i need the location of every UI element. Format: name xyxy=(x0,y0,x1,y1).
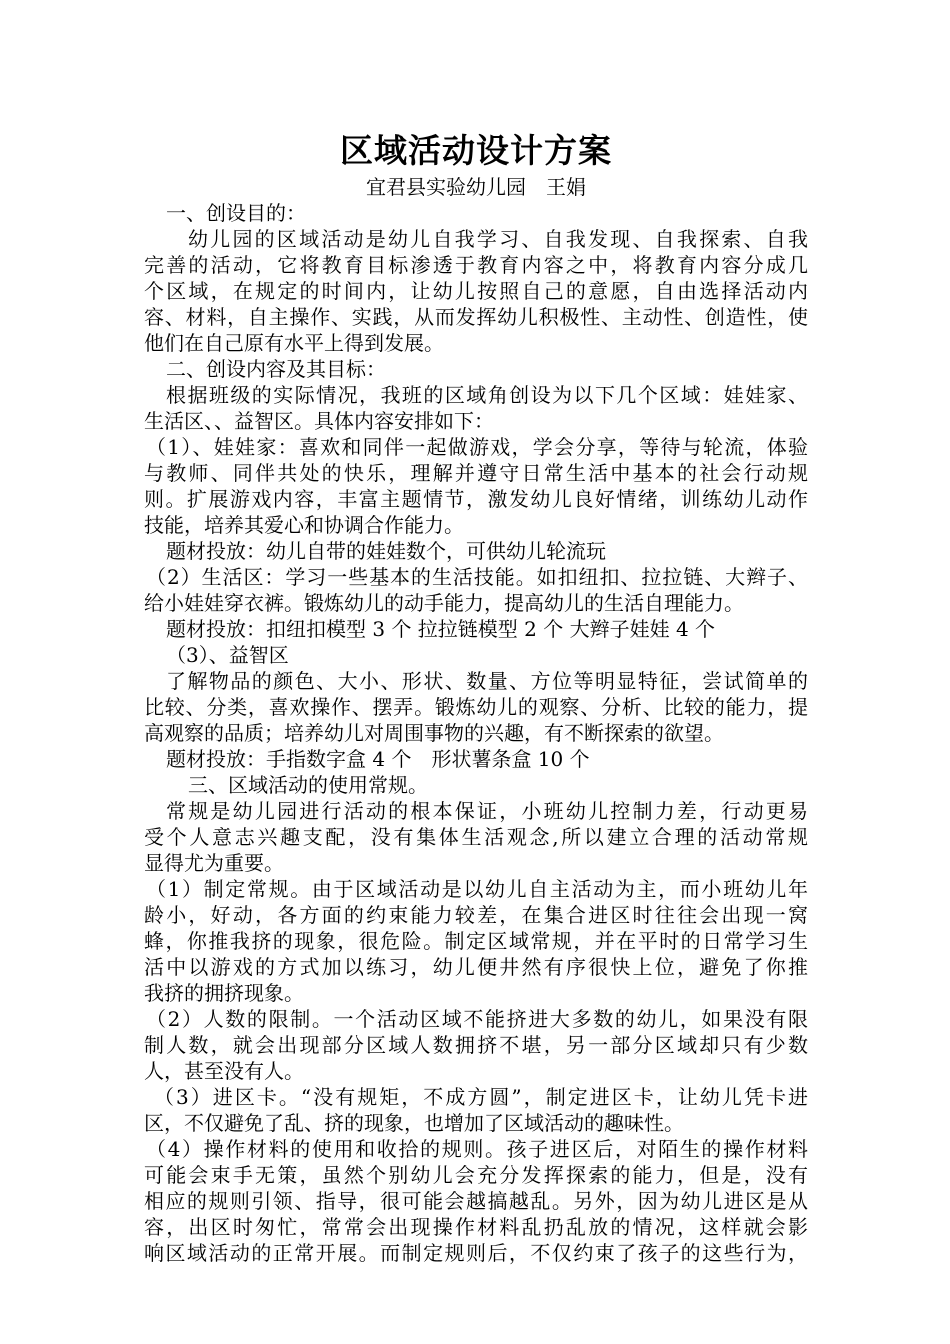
text-line: 容，出区时匆忙，常常会出现操作材料乱扔乱放的情况，这样就会影 xyxy=(144,1215,808,1239)
paragraph-life-area xyxy=(144,564,808,642)
text-line: （1）、娃娃家：喜欢和同伴一起做游戏，学会分享，等待与轮流，体验 xyxy=(146,435,808,459)
text-line: 他们在自己原有水平上得到发展。 xyxy=(144,331,444,355)
text-line: 可能会束手无策，虽然个别幼儿会充分发挥探索的能力，但是，没有 xyxy=(144,1163,808,1187)
text-line: （3）、益智区 xyxy=(166,643,289,667)
text-line: 区，不仅避免了乱、挤的现象，也增加了区域活动的趣味性。 xyxy=(144,1111,684,1135)
paragraph-content-intro xyxy=(144,382,808,434)
paragraph-rules-intro xyxy=(144,798,808,876)
paragraph-rule-1 xyxy=(144,876,808,1006)
document-page xyxy=(144,128,808,1266)
paragraph-rule-4 xyxy=(144,1136,808,1266)
text-line: 活中以游戏的方式加以练习，幼儿便井然有序很快上位，避免了你推 xyxy=(144,955,808,979)
text-line: （3）进区卡。“没有规矩，不成方圆”，制定进区卡，让幼儿凭卡进 xyxy=(154,1085,808,1109)
paragraph-rule-3 xyxy=(144,1084,808,1136)
paragraph-puzzle-area xyxy=(144,642,808,772)
text-line: 二、创设内容及其目标： xyxy=(166,357,386,381)
text-line: 题材投放：手指数字盒 4 个 形状薯条盒 10 个 xyxy=(166,747,590,771)
text-line: 则。扩展游戏内容，丰富主题情节，激发幼儿良好情绪，训练幼儿动作 xyxy=(144,487,808,511)
text-line: 技能，培养其爱心和协调合作能力。 xyxy=(144,513,464,537)
text-line: 生活区、、益智区。具体内容安排如下： xyxy=(144,409,494,433)
text-line: 相应的规则引领、指导，很可能会越搞越乱。另外，因为幼儿进区是从 xyxy=(144,1189,808,1213)
paragraph-doll-house xyxy=(144,434,808,564)
text-line: 高观察的品质；培养幼儿对周围事物的兴趣，有不断探索的欲望。 xyxy=(144,721,724,745)
text-line: 题材投放：幼儿自带的娃娃数个，可供幼儿轮流玩 xyxy=(166,539,606,563)
text-line: 容、材料，自主操作、实践，从而发挥幼儿积极性、主动性、创造性，使 xyxy=(144,305,808,329)
text-line: 根据班级的实际情况，我班的区域角创设为以下几个区域：娃娃家、 xyxy=(166,383,808,407)
text-line: 一、创设目的： xyxy=(166,201,306,225)
section-heading-purpose xyxy=(144,200,808,226)
text-line: （2）生活区：学习一些基本的生活技能。如扣纽扣、拉拉链、大辫子、 xyxy=(146,565,808,589)
paragraph-rule-2 xyxy=(144,1006,808,1084)
text-line: 显得尤为重要。 xyxy=(144,851,284,875)
text-line: 响区域活动的正常开展。而制定规则后，不仅约束了孩子的这些行为， xyxy=(144,1241,808,1265)
text-line: 蜂，你推我挤的现象，很危险。制定区域常规，并在平时的日常学习生 xyxy=(144,929,808,953)
section-heading-content xyxy=(144,356,808,382)
text-line: 给小娃娃穿衣裤。锻炼幼儿的动手能力，提高幼儿的生活自理能力。 xyxy=(144,591,744,615)
text-line: 个区域，在规定的时间内，让幼儿按照自己的意愿，自由选择活动内 xyxy=(144,279,808,303)
text-line: 制人数，就会出现部分区域人数拥挤不堪，另一部分区域却只有少数 xyxy=(144,1033,808,1057)
section-heading-rules xyxy=(144,772,808,798)
text-line: （1）制定常规。由于区域活动是以幼儿自主活动为主，而小班幼儿年 xyxy=(146,877,808,901)
text-line: 人，甚至没有人。 xyxy=(144,1059,304,1083)
text-line: （4）操作材料的使用和收拾的规则。孩子进区后，对陌生的操作材料 xyxy=(146,1137,808,1161)
paragraph-purpose xyxy=(144,226,808,356)
text-line: 与教师、同伴共处的快乐，理解并遵守日常生活中基本的社会行动规 xyxy=(144,461,808,485)
text-line: 我挤的拥挤现象。 xyxy=(144,981,304,1005)
text-line: 龄小，好动，各方面的约束能力较差，在集合进区时往往会出现一窝 xyxy=(144,903,808,927)
document-author: 宜君县实验幼儿园 王娟 xyxy=(366,175,586,199)
document-title: 区域活动设计方案 xyxy=(340,131,612,170)
text-line: 了解物品的颜色、大小、形状、数量、方位等明显特征，尝试简单的 xyxy=(166,669,808,693)
text-line: 完善的活动，它将教育目标渗透于教育内容之中，将教育内容分成几 xyxy=(144,253,808,277)
text-line: （2）人数的限制。一个活动区域不能挤进大多数的幼儿，如果没有限 xyxy=(146,1007,808,1031)
text-line: 题材投放：扣纽扣模型 3 个 拉拉链模型 2 个 大辫子娃娃 4 个 xyxy=(166,617,716,641)
text-line: 幼儿园的区域活动是幼儿自我学习、自我发现、自我探索、自我 xyxy=(188,227,808,251)
text-line: 三、区域活动的使用常规。 xyxy=(188,773,428,797)
text-line: 比较、分类，喜欢操作、摆弄。锻炼幼儿的观察、分析、比较的能力，提 xyxy=(144,695,808,719)
text-line: 常规是幼儿园进行活动的根本保证，小班幼儿控制力差，行动更易 xyxy=(166,799,808,823)
text-line: 受个人意志兴趣支配，没有集体生活观念,所以建立合理的活动常规 xyxy=(144,825,808,849)
